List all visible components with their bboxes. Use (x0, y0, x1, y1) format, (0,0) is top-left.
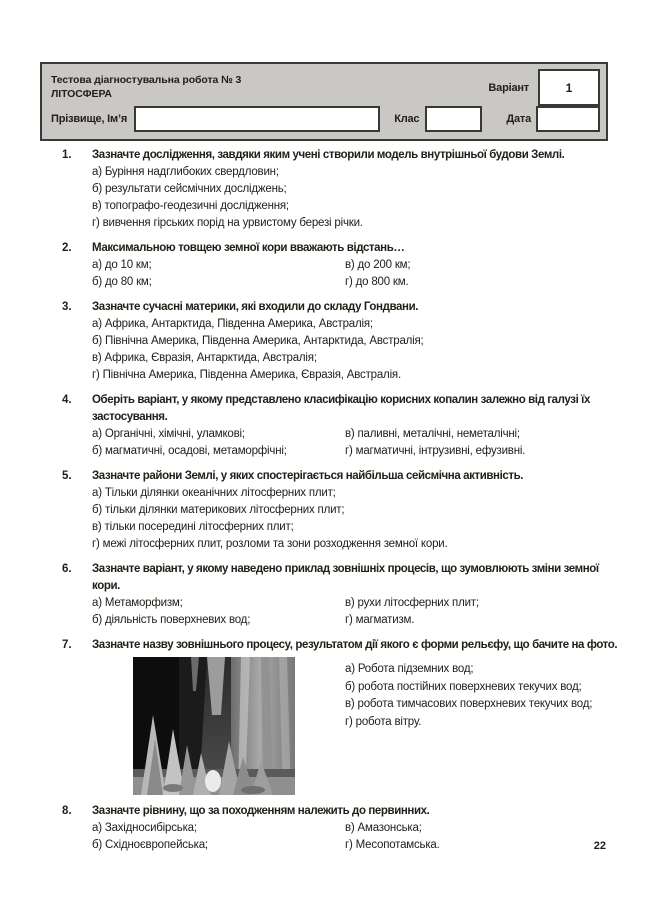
question-8-option-a: а) Західносибірська; (92, 822, 197, 834)
question-5-number: 5. (62, 470, 72, 482)
question-3-stem: Зазначте сучасні материки, які входили до складу Гондвани. (92, 301, 419, 313)
question-7-option-g: г) робота вітру. (345, 715, 422, 728)
question-8-stem: Зазначте рівнину, що за походженням належить до первинних. (92, 805, 430, 817)
class-label: Клас (394, 113, 420, 125)
question-7 (62, 637, 620, 795)
cave-stalagmites-photo (133, 657, 295, 795)
name-label: Прізвище, Ім’я (51, 113, 128, 125)
question-4 (62, 392, 620, 460)
test-title (51, 73, 241, 101)
variant-input[interactable] (538, 69, 600, 106)
date-label: Дата (506, 113, 531, 125)
question-2-stem: Максимальною товщею земної кори вважають відстань… (92, 242, 405, 254)
question-1-option-v: в) топографо-геодезичні дослідження; (92, 200, 289, 212)
question-1-number: 1. (62, 149, 72, 161)
variant-label: Варіант (488, 81, 529, 94)
question-2-option-v: в) до 200 км; (345, 259, 411, 271)
test-title-line2: ЛІТОСФЕРА (51, 88, 112, 100)
question-1-option-g: г) вивчення гірських порід на урвистому березі річки. (92, 217, 363, 229)
question-3-number: 3. (62, 301, 72, 313)
question-3-option-b: б) Північна Америка, Південна Америка, Антарктида, Австралія; (92, 335, 424, 347)
class-input[interactable] (425, 106, 482, 132)
date-input[interactable] (536, 106, 600, 132)
question-8-number: 8. (62, 805, 72, 817)
question-5-option-g: г) межі літосферних плит, розломи та зони розходження земної кори. (92, 538, 448, 550)
question-5-option-v: в) тільки посередині літосферних плит; (92, 521, 294, 533)
student-info-row (51, 106, 600, 132)
question-2-option-b: б) до 80 км; (92, 276, 152, 288)
question-2-option-g: г) до 800 км. (345, 276, 409, 288)
question-5-stem: Зазначте райони Землі, у яких спостерігається найбільша сейсмічна активність. (92, 470, 524, 482)
question-6-option-b: б) діяльність поверхневих вод; (92, 614, 251, 626)
question-4-option-v: в) паливні, металічні, неметалічні; (345, 428, 520, 440)
question-4-option-b: б) магматичні, осадові, метаморфічні; (92, 445, 287, 457)
test-title-line1: Тестова діагностувальна робота № 3 (51, 74, 242, 86)
question-3-option-v: в) Африка, Євразія, Антарктида, Австралія; (92, 352, 317, 364)
question-8 (62, 803, 620, 854)
question-6-number: 6. (62, 563, 72, 575)
question-1-stem: Зазначте дослідження, завдяки яким учені створили модель внутрішньої будови Землі. (92, 149, 565, 161)
question-7-number: 7. (62, 639, 72, 651)
question-2 (62, 240, 620, 291)
question-7-stem: Зазначте назву зовнішнього процесу, результатом дії якого є форми рельєфу, що бачите на фото. (92, 639, 618, 651)
question-6-option-g: г) магматизм. (345, 614, 415, 626)
question-5-option-b: б) тільки ділянки материкових літосферних плит; (92, 504, 345, 516)
question-7-option-a: а) Робота підземних вод; (345, 663, 474, 675)
question-4-option-g: г) магматичні, інтрузивні, ефузивні. (345, 445, 526, 457)
question-3-option-a: а) Африка, Антарктида, Південна Америка, Австралія; (92, 318, 373, 330)
variant-field (488, 69, 600, 106)
test-header-box (40, 62, 608, 141)
question-6 (62, 561, 620, 629)
name-input[interactable] (134, 106, 380, 132)
question-5 (62, 468, 620, 553)
question-4-stem: Оберіть варіант, у якому представлено класифікацію корисних копалин залежно від галузі їх застосування. (92, 394, 591, 423)
question-6-option-a: а) Метаморфизм; (92, 597, 183, 609)
question-6-option-v: в) рухи літосферних плит; (345, 597, 479, 609)
question-5-option-a: а) Тільки ділянки океанічних літосферних плит; (92, 487, 336, 499)
page-number: 22 (593, 840, 606, 852)
question-8-option-g: г) Месопотамська. (345, 839, 440, 851)
question-list (62, 147, 620, 862)
question-1-option-b: б) результати сейсмічних досліджень; (92, 183, 287, 195)
question-1-option-a: а) Буріння надглибоких свердловин; (92, 166, 279, 178)
question-4-number: 4. (62, 394, 72, 406)
question-2-option-a: а) до 10 км; (92, 259, 152, 271)
question-8-option-v: в) Амазонська; (345, 822, 422, 834)
question-4-option-a: а) Органічні, хімічні, уламкові; (92, 428, 245, 440)
question-6-stem: Зазначте варіант, у якому наведено приклад зовнішніх процесів, що зумовлюють зміни земної кори. (92, 563, 599, 592)
question-1 (62, 147, 620, 232)
question-3 (62, 299, 620, 384)
question-7-option-b: б) робота постійних поверхневих текучих вод; (345, 680, 582, 693)
question-7-option-v: в) робота тимчасових поверхневих текучих вод; (345, 698, 593, 710)
question-3-option-g: г) Північна Америка, Південна Америка, Євразія, Австралія. (92, 369, 401, 381)
question-8-option-b: б) Східноєвропейська; (92, 839, 208, 851)
question-2-number: 2. (62, 242, 72, 254)
